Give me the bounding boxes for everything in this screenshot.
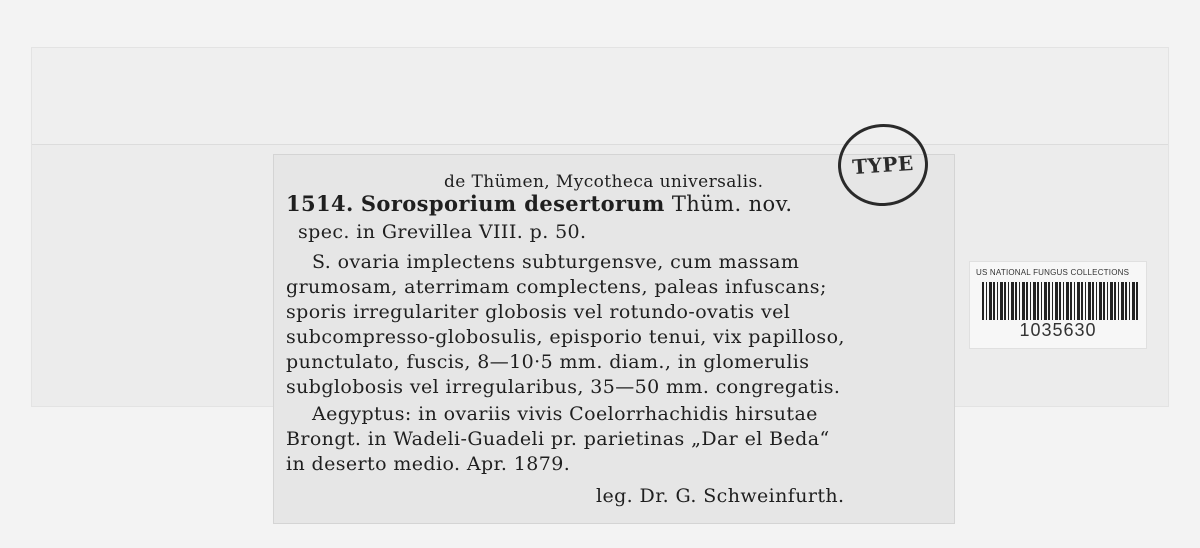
- description-line: punctulato, fuscis, 8—10·5 mm. diam., in glomerulis: [286, 351, 810, 373]
- specimen-label: [274, 155, 954, 523]
- taxon-title: [286, 191, 792, 216]
- species-authority: Thüm. nov.: [671, 192, 793, 216]
- exsiccata-header: de Thümen, Mycotheca universalis.: [444, 172, 764, 192]
- collector-line: leg. Dr. G. Schweinfurth.: [596, 485, 845, 507]
- description-line: subcompresso-globosulis, episporio tenui, vix papilloso,: [286, 326, 845, 348]
- locality-line: Brongt. in Wadeli-Guadeli pr. parietinas „Dar el Beda“: [286, 428, 830, 450]
- exsiccata-number: 1514.: [286, 191, 354, 216]
- locality-line: Aegyptus: in ovariis vivis Coelorrhachidis hirsutae: [312, 403, 818, 425]
- description-line: grumosam, aterrimam complectens, paleas infuscans;: [286, 276, 827, 298]
- locality-line: in deserto medio. Apr. 1879.: [286, 453, 571, 475]
- description-line: sporis irregulariter globosis vel rotundo-ovatis vel: [286, 301, 791, 323]
- description-line: subglobosis vel irregularibus, 35—50 mm. congregatis.: [286, 376, 841, 398]
- type-stamp-text: TYPE: [851, 150, 915, 180]
- publication-reference: spec. in Grevillea VIII. p. 50.: [298, 221, 587, 243]
- packet-flap: [32, 48, 1168, 145]
- barcode-caption: US NATIONAL FUNGUS COLLECTIONS: [976, 268, 1130, 277]
- barcode-number: 1035630: [1019, 320, 1097, 340]
- description-line: S. ovaria implectens subturgensve, cum massam: [312, 251, 800, 273]
- barcode-icon: [982, 282, 1138, 320]
- barcode-label: [970, 262, 1146, 348]
- species-name: Sorosporium desertorum: [360, 191, 665, 216]
